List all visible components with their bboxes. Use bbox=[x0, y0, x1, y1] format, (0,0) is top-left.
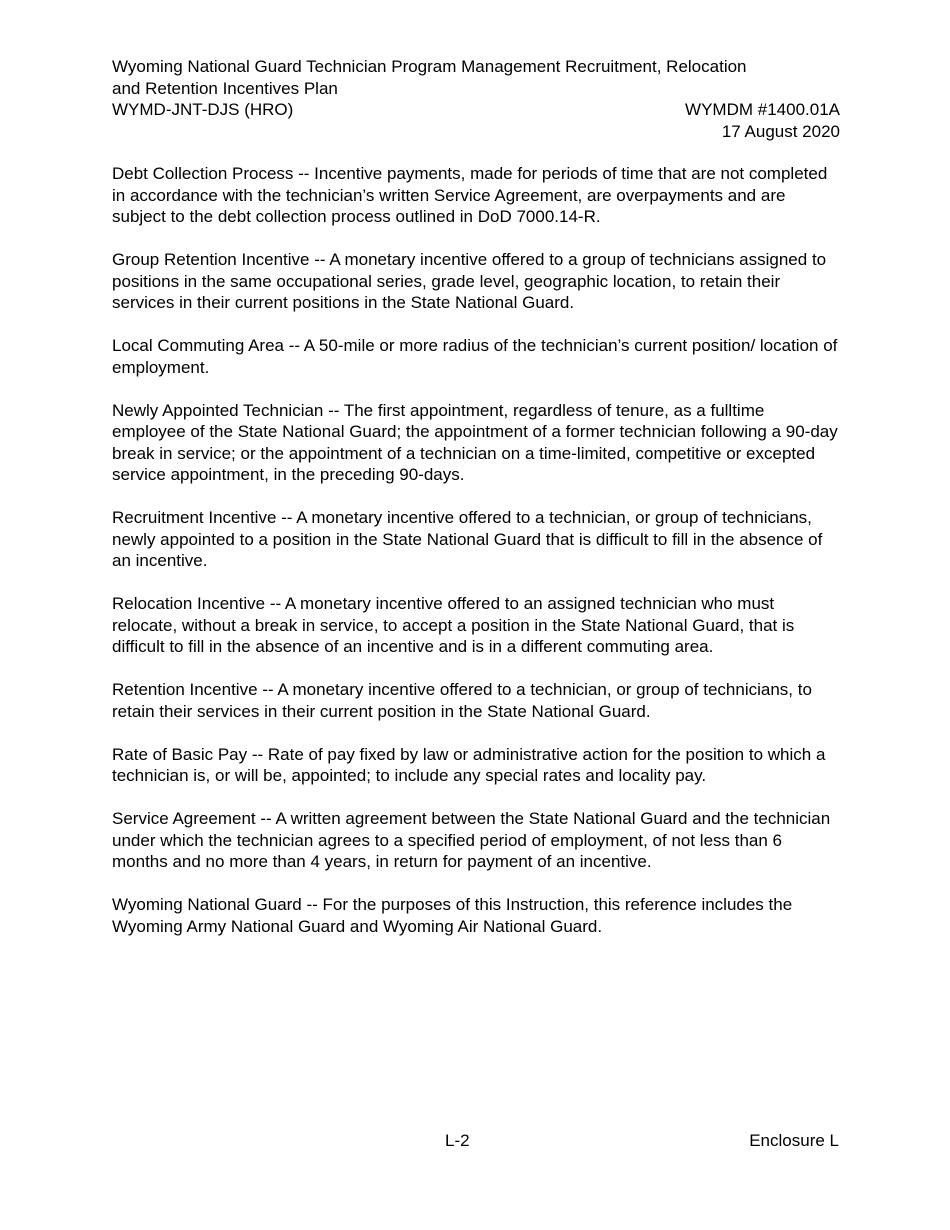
definition-debt-collection-process: Debt Collection Process -- Incentive payments, made for periods of time that are not completed in accordance with the technician’s written Service Agreement, are overpayments and are subject to the debt collection process outlined in DoD 7000.14-R. bbox=[112, 164, 828, 226]
document-title-line-2: and Retention Incentives Plan bbox=[112, 78, 338, 98]
definition-newly-appointed-technician: Newly Appointed Technician -- The first appointment, regardless of tenure, as a fulltime employee of the State National Guard; the appointment of a former technician following a 90-day break in service; or the appointment of a technician on a time-limited, competitive or excepted service appointment, in the preceding 90-days. bbox=[112, 400, 838, 484]
header-meta-row bbox=[112, 99, 840, 121]
document-number: WYMDM #1400.01A bbox=[685, 100, 840, 119]
enclosure-label: Enclosure L bbox=[749, 1131, 839, 1150]
page-number: L-2 bbox=[445, 1131, 470, 1150]
definitions-list bbox=[112, 163, 840, 959]
definition-rate-of-basic-pay: Rate of Basic Pay -- Rate of pay fixed by law or administrative action for the position to which a technician is, or will be, appointed; to include any special rates and locality pay. bbox=[112, 744, 826, 785]
document-title bbox=[112, 56, 840, 99]
definition-local-commuting-area: Local Commuting Area -- A 50-mile or more radius of the technician’s current position/ location of employment. bbox=[112, 336, 838, 377]
office-code: WYMD-JNT-DJS (HRO) bbox=[112, 100, 294, 119]
definition-service-agreement: Service Agreement -- A written agreement between the State National Guard and the technician under which the technician agrees to a specified period of employment, of not less than 6 months and no more than 4 years, in return for payment of an incentive. bbox=[112, 809, 831, 871]
document-title-line-1: Wyoming National Guard Technician Program Management Recruitment, Relocation bbox=[112, 57, 747, 76]
document-header bbox=[112, 56, 840, 142]
definition-recruitment-incentive: Recruitment Incentive -- A monetary incentive offered to a technician, or group of technicians, newly appointed to a position in the State National Guard that is difficult to fill in the absence of an incentive. bbox=[112, 508, 823, 570]
definition-retention-incentive: Retention Incentive -- A monetary incentive offered to a technician, or group of technicians, to retain their services in their current position in the State National Guard. bbox=[112, 680, 812, 721]
definition-relocation-incentive: Relocation Incentive -- A monetary incentive offered to an assigned technician who must relocate, without a break in service, to accept a position in the State National Guard, that is difficult to fill in the absence of an incentive and is in a different commuting area. bbox=[112, 594, 795, 656]
document-date: 17 August 2020 bbox=[721, 121, 840, 141]
definition-group-retention-incentive: Group Retention Incentive -- A monetary incentive offered to a group of technicians assigned to positions in the same occupational series, grade level, geographic location, to retain their services in their current positions in the State National Guard. bbox=[112, 250, 827, 312]
definition-wyoming-national-guard: Wyoming National Guard -- For the purposes of this Instruction, this reference includes the Wyoming Army National Guard and Wyoming Air National Guard. bbox=[112, 895, 793, 936]
